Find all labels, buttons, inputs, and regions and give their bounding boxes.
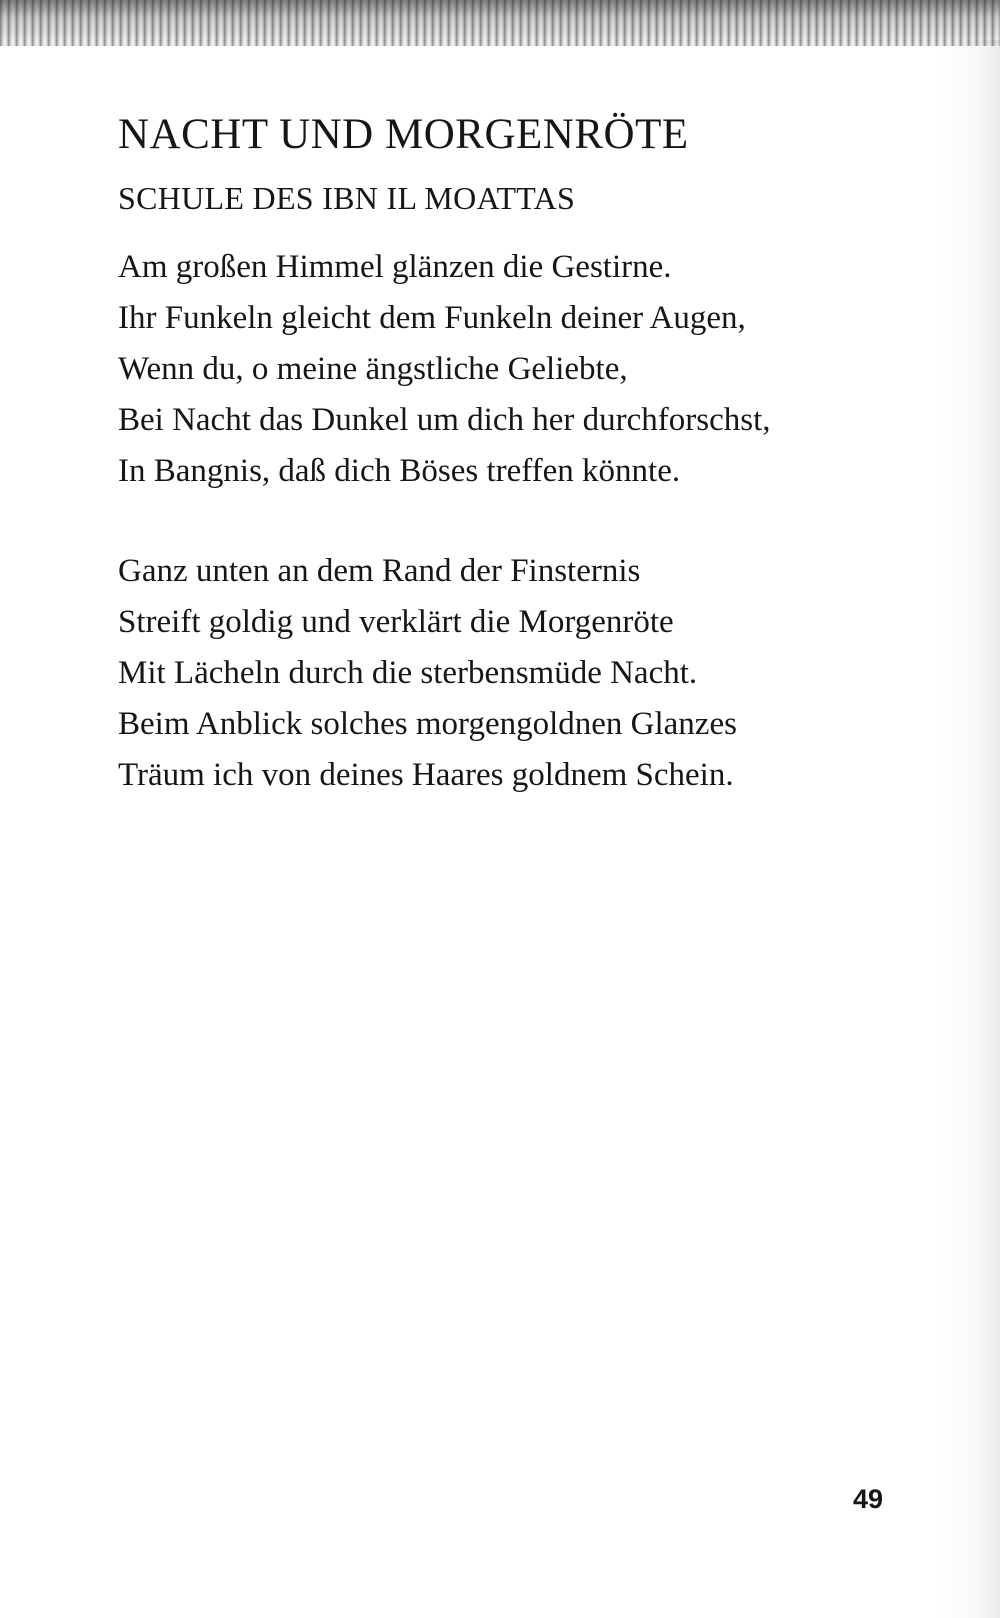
verse-line: Wenn du, o meine ängstliche Geliebte, [118, 351, 628, 387]
page-number: 49 [853, 1484, 884, 1514]
stanza-1 [118, 242, 938, 497]
scan-edge-right [940, 40, 1000, 1618]
verse-line: Am großen Himmel glänzen die Gestirne. [118, 249, 672, 285]
poem-subtitle: SCHULE DES IBN IL MOATTAS [118, 180, 576, 216]
verse-line: Ganz unten an dem Rand der Finsternis [118, 553, 641, 589]
book-page [118, 108, 938, 801]
poem-title: NACHT UND MORGENRÖTE [118, 111, 689, 158]
verse-line: Streift goldig und verklärt die Morgenröte [118, 604, 674, 640]
scan-edge-top [0, 0, 1000, 46]
verse-line: Bei Nacht das Dunkel um dich her durchforschst, [118, 402, 771, 438]
stanza-2 [118, 546, 938, 801]
verse-line: Ihr Funkeln gleicht dem Funkeln deiner Augen, [118, 300, 746, 336]
verse-line: Beim Anblick solches morgengoldnen Glanzes [118, 706, 737, 742]
verse-line: In Bangnis, daß dich Böses treffen könnte. [118, 453, 681, 489]
verse-line: Mit Lächeln durch die sterbensmüde Nacht. [118, 655, 698, 691]
verse-line: Träum ich von deines Haares goldnem Schein. [118, 757, 734, 793]
